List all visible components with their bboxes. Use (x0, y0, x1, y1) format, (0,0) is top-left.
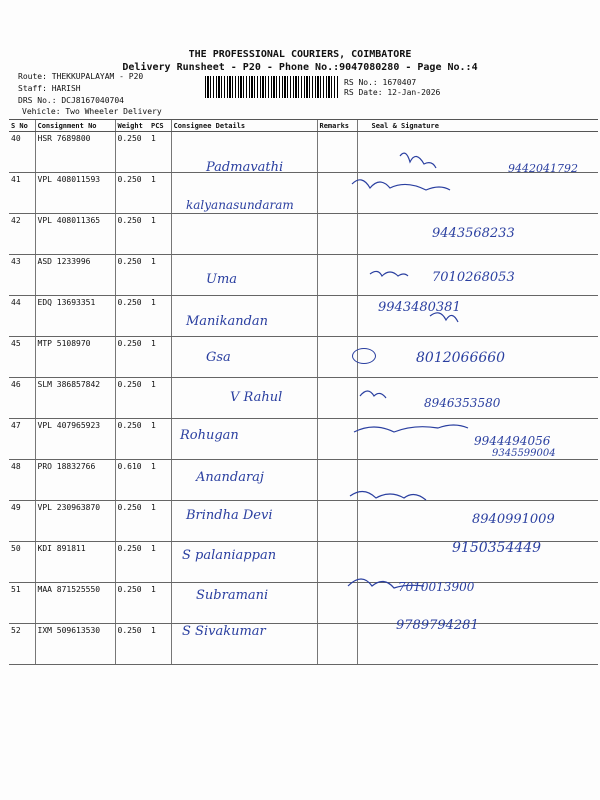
handwritten-name: Uma (206, 272, 238, 287)
row-consignment: KDI 891811 (35, 542, 115, 583)
handwritten-name: Padmavathi (206, 160, 284, 175)
row-weight: 0.250 (115, 419, 149, 460)
handwritten-phone: 8940991009 (472, 512, 555, 527)
row-sno: 51 (9, 583, 35, 624)
row-consignment: IXM 509613530 (35, 624, 115, 665)
route-label: Route: THEKKUPALAYAM - P20 (18, 72, 144, 81)
stamp-mark (352, 348, 376, 364)
handwritten-name: V Rahul (230, 390, 283, 405)
row-consignment: VPL 408011593 (35, 173, 115, 214)
row-sno: 42 (9, 214, 35, 255)
row-sno: 47 (9, 419, 35, 460)
row-consignee (171, 255, 317, 296)
col-remarks: Remarks (317, 120, 357, 132)
row-pcs: 1 (149, 583, 171, 624)
handwritten-name: Anandaraj (196, 470, 264, 485)
row-pcs: 1 (149, 501, 171, 542)
row-consignment: HSR 7689800 (35, 132, 115, 173)
handwritten-name: kalyanasundaram (186, 198, 294, 212)
row-consignee (171, 214, 317, 255)
row-weight: 0.250 (115, 173, 149, 214)
handwritten-phone: 9944494056 (474, 434, 551, 448)
row-consignment: EDQ 13693351 (35, 296, 115, 337)
row-consignment: PRO 18832766 (35, 460, 115, 501)
handwritten-phone: 9345599004 (492, 448, 556, 459)
row-pcs: 1 (149, 460, 171, 501)
row-sno: 52 (9, 624, 35, 665)
col-weight: Weight (115, 120, 149, 132)
row-consignment: VPL 230963870 (35, 501, 115, 542)
row-pcs: 1 (149, 255, 171, 296)
row-pcs: 1 (149, 214, 171, 255)
handwritten-phone: 8012066660 (416, 350, 506, 366)
row-sno: 50 (9, 542, 35, 583)
row-consignment: VPL 407965923 (35, 419, 115, 460)
handwritten-phone: 9443568233 (432, 226, 515, 241)
col-seal: Seal & Signature (357, 120, 598, 132)
row-sno: 44 (9, 296, 35, 337)
col-consignment: Consignment No (35, 120, 115, 132)
row-sno: 48 (9, 460, 35, 501)
row-weight: 0.250 (115, 337, 149, 378)
row-weight: 0.250 (115, 214, 149, 255)
row-sno: 49 (9, 501, 35, 542)
col-pcs: PCS (149, 120, 171, 132)
row-pcs: 1 (149, 337, 171, 378)
col-sno: S No (9, 120, 35, 132)
handwritten-phone: 8946353580 (424, 396, 501, 410)
barcode (205, 76, 338, 98)
rs-date: RS Date: 12-Jan-2026 (344, 88, 441, 97)
row-sno: 43 (9, 255, 35, 296)
row-weight: 0.250 (115, 542, 149, 583)
row-sno: 41 (9, 173, 35, 214)
row-pcs: 1 (149, 624, 171, 665)
handwritten-name: Rohugan (180, 428, 239, 443)
row-consignment: MTP 5108970 (35, 337, 115, 378)
row-consignment: MAA 871525550 (35, 583, 115, 624)
row-weight: 0.250 (115, 378, 149, 419)
row-consignee (171, 337, 317, 378)
company-title: THE PROFESSIONAL COURIERS, COIMBATORE (188, 49, 412, 60)
handwritten-phone: 9789794281 (396, 618, 479, 633)
handwritten-name: Gsa (206, 350, 231, 365)
row-sno: 46 (9, 378, 35, 419)
row-consignment: SLM 386857842 (35, 378, 115, 419)
rs-number: RS No.: 1670407 (344, 78, 417, 87)
row-pcs: 1 (149, 419, 171, 460)
table-header-row (9, 120, 598, 132)
row-weight: 0.250 (115, 583, 149, 624)
row-weight: 0.250 (115, 132, 149, 173)
handwritten-phone: 7010268053 (432, 270, 515, 285)
row-weight: 0.250 (115, 296, 149, 337)
row-consignment: VPL 408011365 (35, 214, 115, 255)
handwritten-name: S Sivakumar (182, 624, 266, 639)
signature-strokes (340, 140, 598, 650)
row-pcs: 1 (149, 132, 171, 173)
handwritten-phone: 9442041792 (508, 162, 578, 175)
row-sno: 40 (9, 132, 35, 173)
row-weight: 0.610 (115, 460, 149, 501)
row-pcs: 1 (149, 173, 171, 214)
runsheet-title: Delivery Runsheet - P20 - Phone No.:9047080280 - Page No.:4 (122, 62, 478, 73)
handwritten-phone: 9150354449 (452, 540, 542, 556)
row-pcs: 1 (149, 296, 171, 337)
handwritten-name: Subramani (196, 588, 269, 603)
row-pcs: 1 (149, 542, 171, 583)
handwritten-phone: 7010013900 (398, 580, 475, 594)
row-weight: 0.250 (115, 255, 149, 296)
col-consignee: Consignee Details (171, 120, 317, 132)
row-weight: 0.250 (115, 624, 149, 665)
row-pcs: 1 (149, 378, 171, 419)
staff-label: Staff: HARISH (18, 84, 81, 93)
row-weight: 0.250 (115, 501, 149, 542)
handwritten-name: Brindha Devi (186, 508, 273, 523)
drs-label: DRS No.: DCJ8167040704 (18, 96, 124, 105)
row-sno: 45 (9, 337, 35, 378)
row-consignment: ASD 1233996 (35, 255, 115, 296)
handwritten-phone: 9943480381 (378, 300, 461, 315)
handwritten-name: S palaniappan (182, 548, 277, 563)
vehicle-label: Vehicle: Two Wheeler Delivery (22, 107, 162, 116)
handwritten-name: Manikandan (186, 314, 269, 329)
